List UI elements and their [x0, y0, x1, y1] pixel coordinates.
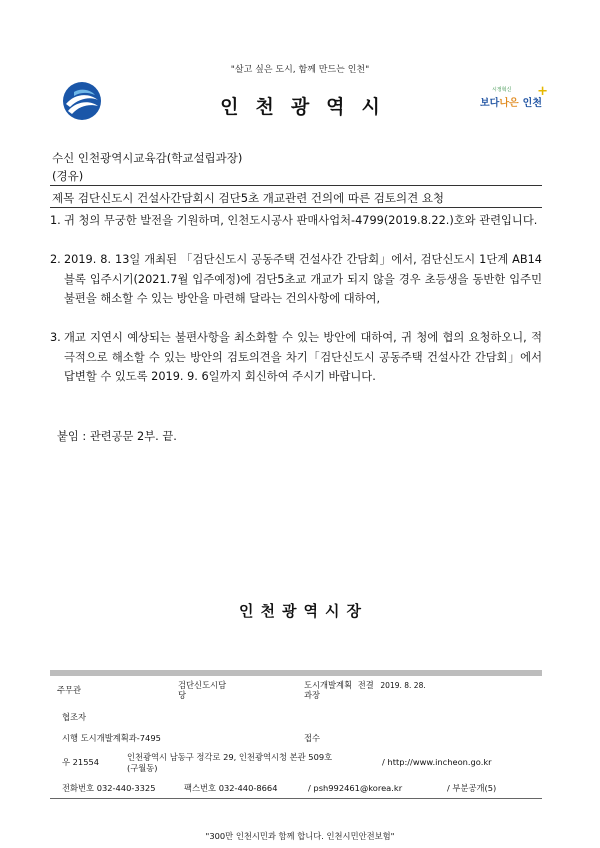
paragraph-number: 1.: [50, 214, 61, 227]
via-line: (경유): [52, 169, 84, 183]
sender-title: 인천광역시장: [239, 602, 368, 620]
receipt-label: 접수: [304, 733, 321, 743]
email-link[interactable]: / psh992461@korea.kr: [308, 783, 403, 793]
brand-main-text: [480, 94, 542, 109]
cooperator-label: 협조자: [62, 712, 87, 722]
plus-icon: +: [537, 84, 548, 99]
brand-word-2: 나은: [499, 98, 519, 109]
address-line: 인천광역시 남동구 정각로 29, 인천광역시청 본관 509호: [127, 752, 333, 762]
approval-date: 2019. 8. 28.: [380, 681, 426, 690]
paragraph-number: 3.: [50, 331, 61, 344]
recipient-line: 수신 인천광역시교육감(학교설립과장): [52, 151, 243, 165]
paragraph-text: 2019. 8. 13일 개최된 「검단신도시 공동주택 건설사간 간담회」에서, 검단신도시 1단계 AB14블록 입주시기(2021.7월 입주예정)에 검단5초교 개교가 되지 않을 경우 초등생을 동반한 입주민 불편을 해소할 수 있는 방안을 마련해 달라는 건의사항에 대하여,: [64, 253, 542, 305]
divider: [50, 185, 542, 186]
paragraph-text: 귀 청의 무궁한 발전을 기원하며, 인천도시공사 판매사업처-4799(2019.8.22.)호와 관련입니다.: [64, 214, 538, 227]
fax-number: 팩스번호 032-440-8664: [184, 783, 278, 793]
approver-role: 과장: [304, 690, 321, 700]
approval-mark: 전결: [357, 680, 374, 690]
brand-small-text: 시정혁신: [492, 87, 512, 93]
divider: [50, 207, 542, 208]
officer-title-line1: 검단신도시담: [178, 680, 227, 690]
approver-title: [304, 680, 426, 691]
address-sub: (구월동): [127, 763, 158, 773]
bottom-slogan: "300만 인천시민과 함께 합니다. 인천시민안전보험": [205, 831, 395, 841]
zip-code: 우 21554: [62, 757, 100, 767]
website-link[interactable]: / http://www.incheon.go.kr: [382, 757, 492, 767]
paragraph-1: [50, 211, 542, 231]
brand-word-3: 인천: [522, 98, 542, 109]
attachment-line: 붙임 : 관련공문 2부. 끝.: [57, 430, 177, 443]
brand-word-1: 보다: [480, 98, 500, 109]
header-slogan: "살고 싶은 도시, 함께 만드는 인천": [230, 65, 370, 75]
footer-bottom-divider: [50, 798, 542, 799]
paragraph-number: 2.: [50, 253, 61, 266]
footer-divider: [50, 670, 542, 676]
brand-slogan-logo: [480, 84, 550, 124]
organization-title: 인천광역시: [220, 96, 397, 118]
phone-number: 전화번호 032-440-3325: [62, 783, 156, 793]
paragraph-3: [50, 328, 542, 387]
paragraph-text: 개교 지연시 예상되는 불편사항을 최소화할 수 있는 방안에 대하여, 귀 청에 협의 요청하오니, 적극적으로 해소할 수 있는 방안의 검토의견을 차기「검단신도시 공동주택 건설사간 간담회」에서 답변할 수 있도록 2019. 9. 6일까지 회신하여 주시기 바랍니다.: [64, 331, 542, 383]
approver-dept: 도시개발계획: [304, 680, 353, 690]
paragraph-2: [50, 250, 542, 309]
enforcement-number: 시행 도시개발계획과-7495: [62, 733, 161, 743]
officer-title-line2: 당: [178, 690, 187, 700]
officer-role: 주무관: [57, 685, 82, 695]
subject-line: 제목 검단신도시 건설사간담회시 검단5초 개교관련 건의에 따른 검토의견 요청: [52, 191, 445, 205]
disclosure-level: / 부분공개(5): [447, 783, 497, 793]
